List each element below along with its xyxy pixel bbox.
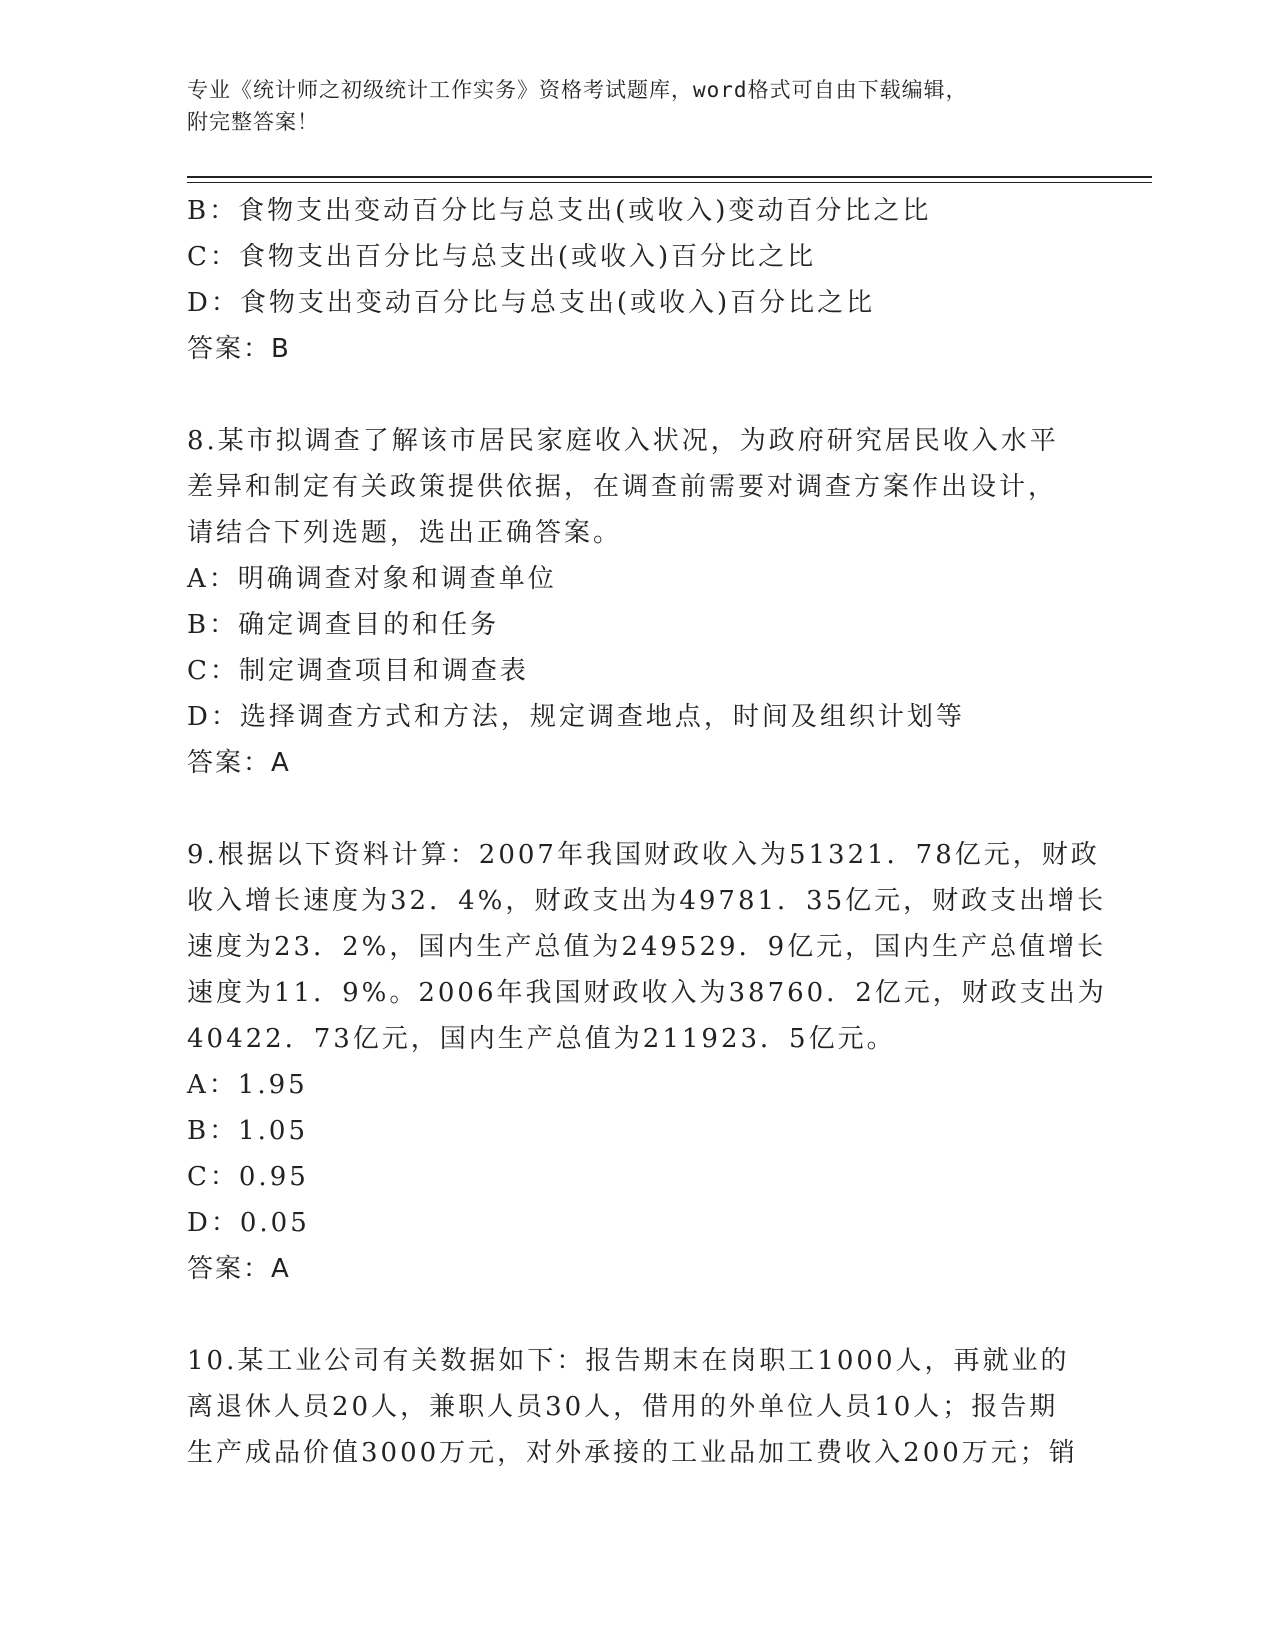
q9-stem-line: 9.根据以下资料计算：2007年我国财政收入为51321．78亿元，财政	[187, 840, 1100, 870]
q8-stem-line: 8.某市拟调查了解该市居民家庭收入状况，为政府研究居民收入水平	[187, 426, 1059, 456]
document-header	[187, 74, 1087, 138]
q9-stem-line: 速度为23．2%，国内生产总值为249529．9亿元，国内生产总值增长	[187, 932, 1107, 962]
q7-option-d: D：食物支出变动百分比与总支出(或收入)百分比之比	[187, 288, 876, 318]
header-line-1: 专业《统计师之初级统计工作实务》资格考试题库，word格式可自由下载编辑，	[187, 78, 968, 102]
header-divider-thin	[187, 182, 1152, 183]
q8-answer: 答案：A	[187, 748, 291, 778]
header-divider-thick	[187, 176, 1152, 178]
q7-option-c: C：食物支出百分比与总支出(或收入)百分比之比	[187, 242, 817, 272]
spacer	[187, 372, 1087, 418]
spacer	[187, 1292, 1087, 1338]
question-8	[187, 418, 1087, 786]
q9-stem-line: 速度为11．9%。2006年我国财政收入为38760．2亿元，财政支出为	[187, 978, 1107, 1008]
q7-option-b: B：食物支出变动百分比与总支出(或收入)变动百分比之比	[187, 196, 932, 226]
q10-stem-line: 生产成品价值3000万元，对外承接的工业品加工费收入200万元；销	[187, 1438, 1078, 1468]
q10-stem-line: 10.某工业公司有关数据如下：报告期末在岗职工1000人，再就业的	[187, 1346, 1070, 1376]
q7-answer: 答案：B	[187, 334, 291, 364]
q8-option-a: A：明确调查对象和调查单位	[187, 564, 557, 594]
q8-option-d: D：选择调查方式和方法，规定调查地点，时间及组织计划等	[187, 702, 965, 732]
question-7	[187, 188, 1087, 372]
q9-stem-line: 收入增长速度为32．4%，财政支出为49781．35亿元，财政支出增长	[187, 886, 1107, 916]
q8-stem-line: 请结合下列选题，选出正确答案。	[187, 518, 623, 548]
q9-stem-line: 40422．73亿元，国内生产总值为211923．5亿元。	[187, 1024, 896, 1054]
header-line-2: 附完整答案！	[187, 110, 319, 134]
document-body	[187, 188, 1107, 1476]
q8-option-b: B：确定调查目的和任务	[187, 610, 500, 640]
q9-option-d: D：0.05	[187, 1208, 310, 1238]
q8-option-c: C：制定调查项目和调查表	[187, 656, 529, 686]
q9-option-c: C：0.95	[187, 1162, 309, 1192]
q8-stem-line: 差异和制定有关政策提供依据，在调查前需要对调查方案作出设计，	[187, 472, 1058, 502]
q9-option-b: B：1.05	[187, 1116, 308, 1146]
question-10	[187, 1338, 1087, 1476]
q9-answer: 答案：A	[187, 1254, 291, 1284]
q10-stem-line: 离退休人员20人，兼职人员30人，借用的外单位人员10人；报告期	[187, 1392, 1059, 1422]
question-9	[187, 832, 1107, 1292]
spacer	[187, 786, 1087, 832]
q9-option-a: A：1.95	[187, 1070, 308, 1100]
